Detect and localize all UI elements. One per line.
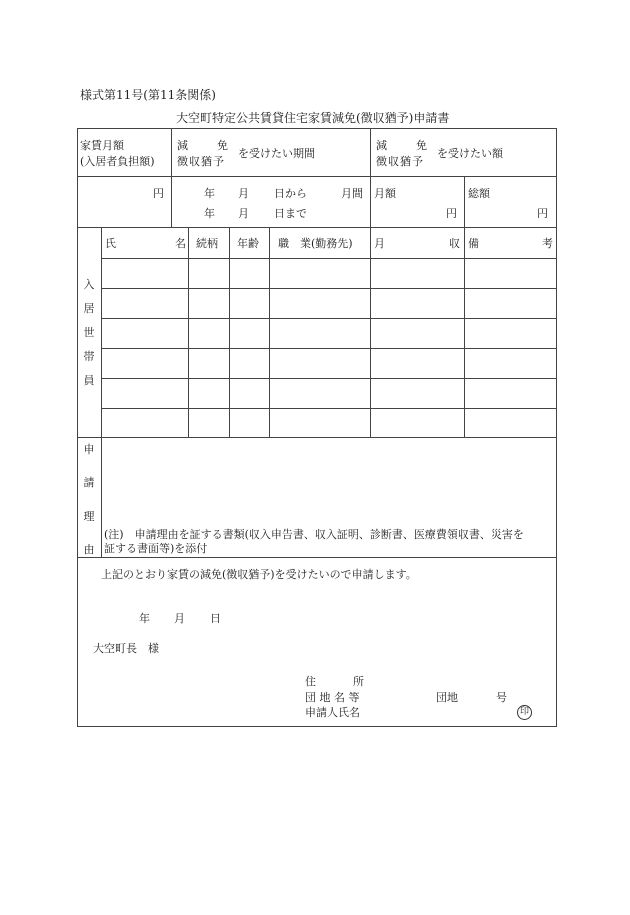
household-label-3: 世 <box>83 326 95 339</box>
reason-label-2: 請 <box>83 476 95 489</box>
form-title: 大空町特定公共賃貸住宅家賃減免(徴収猶予)申請書 <box>176 111 450 125</box>
period-defer-label: 徴収猶予 <box>177 155 225 168</box>
date-month: 月 <box>174 612 185 625</box>
household-label-1: 入 <box>83 278 95 291</box>
amount-reduce-label: 減 <box>376 139 387 152</box>
addressee: 大空町長 様 <box>93 642 159 655</box>
months-count: 月間 <box>341 187 363 200</box>
reason-label-3: 理 <box>83 510 95 523</box>
household-label-5: 員 <box>83 374 95 387</box>
complex-label: 団 地 名 等 <box>305 691 360 704</box>
complex-unit: 団地 <box>436 691 458 704</box>
date-year: 年 <box>139 612 150 625</box>
col-relation: 続柄 <box>196 237 218 250</box>
total-label: 総額 <box>468 187 490 200</box>
household-label-4: 帯 <box>83 350 95 363</box>
form-number: 様式第11号(第11条関係) <box>80 88 216 102</box>
col-name-a: 氏 <box>105 237 116 250</box>
household-label-2: 居 <box>83 302 95 315</box>
from-month: 月 <box>238 187 249 200</box>
col-income-a: 月 <box>374 237 385 250</box>
rent-label-2: (入居者負担額) <box>80 155 155 168</box>
period-reduce-label: 減 <box>177 139 188 152</box>
from-day: 日から <box>274 187 307 200</box>
address-label-a: 住 <box>305 675 316 688</box>
address-label-b: 所 <box>353 675 364 688</box>
monthly-yen-unit: 円 <box>446 207 457 220</box>
number-unit: 号 <box>496 691 507 704</box>
seal-icon: 印 <box>517 705 532 720</box>
monthly-label: 月額 <box>374 187 396 200</box>
declaration-text: 上記のとおり家賃の減免(徴収猶予)を受けたいので申請します。 <box>101 568 417 581</box>
rent-yen-unit: 円 <box>153 187 164 200</box>
period-suffix: を受けたい期間 <box>238 147 315 160</box>
period-exempt-label: 免 <box>217 139 228 152</box>
col-occupation: 職 業(勤務先) <box>278 237 353 250</box>
col-remarks-a: 備 <box>468 237 479 250</box>
amount-defer-label: 徴収猶予 <box>376 155 424 168</box>
col-remarks-b: 考 <box>542 237 553 250</box>
col-income-b: 収 <box>449 237 460 250</box>
until-day: 日まで <box>274 207 307 220</box>
applicant-name-label: 申請人氏名 <box>305 706 360 719</box>
amount-suffix: を受けたい額 <box>437 147 503 160</box>
until-year: 年 <box>204 207 215 220</box>
col-age: 年齢 <box>237 237 259 250</box>
amount-exempt-label: 免 <box>416 139 427 152</box>
until-month: 月 <box>238 207 249 220</box>
total-yen-unit: 円 <box>537 207 548 220</box>
col-name-b: 名 <box>175 237 186 250</box>
date-day: 日 <box>210 612 221 625</box>
rent-label-1: 家賃月額 <box>80 139 124 152</box>
from-year: 年 <box>204 187 215 200</box>
reason-note-line1: (注) 申請理由を証する書類(収入申告書、収入証明、診断書、医療費領収書、災害を <box>104 528 524 541</box>
reason-label-4: 由 <box>83 543 95 556</box>
reason-label-1: 申 <box>83 443 95 456</box>
reason-note-line2: 証する書面等)を添付 <box>104 542 208 555</box>
